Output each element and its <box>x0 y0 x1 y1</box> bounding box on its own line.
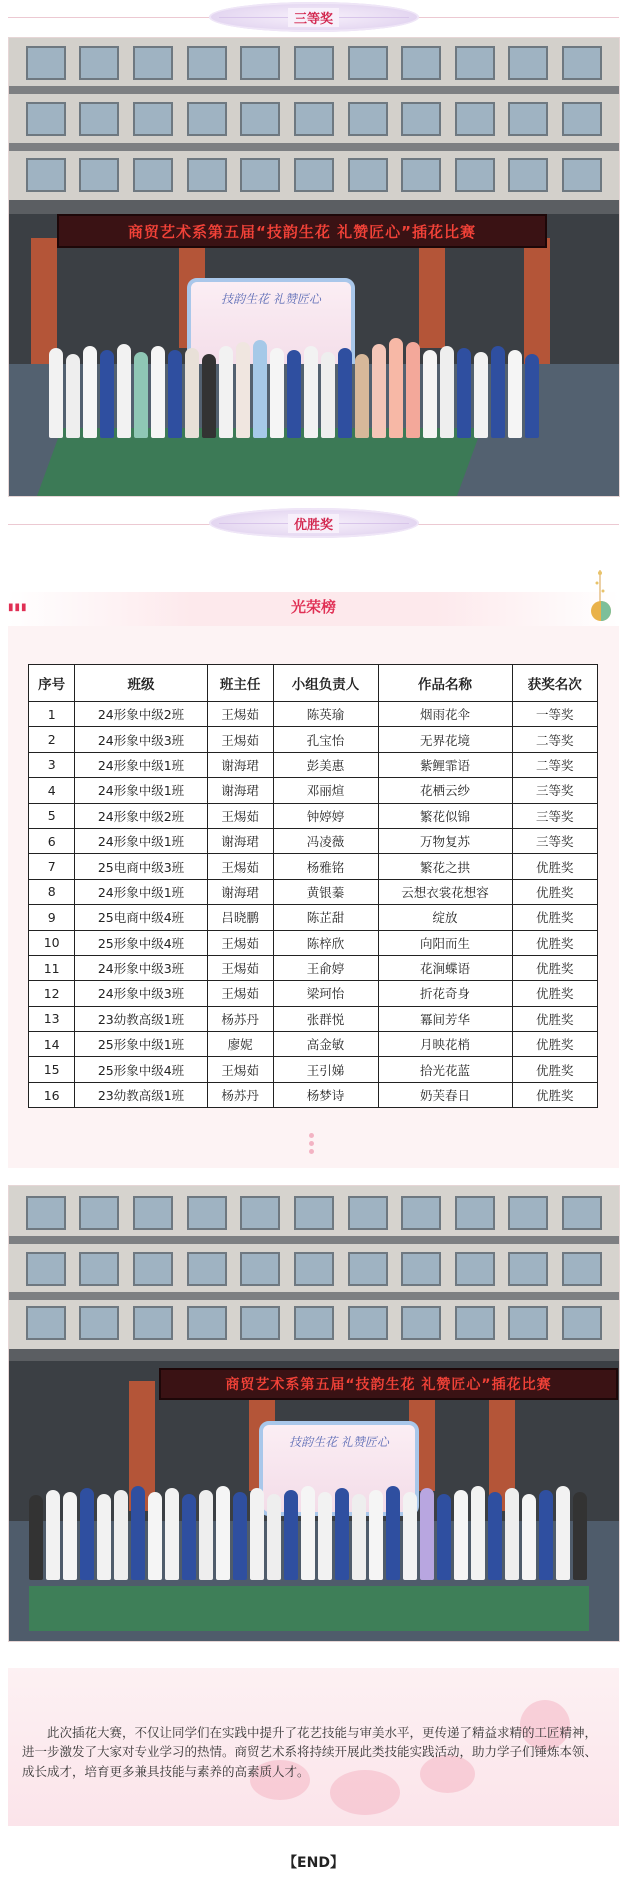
table-cell: 优胜奖 <box>512 854 597 879</box>
table-cell: 陈芷甜 <box>273 905 378 930</box>
table-cell: 16 <box>29 1082 75 1107</box>
table-cell: 烟雨花伞 <box>378 702 512 727</box>
table-cell: 6 <box>29 828 75 853</box>
table-cell: 王焬茹 <box>207 854 273 879</box>
table-header-row <box>29 665 598 702</box>
table-cell: 冯凌薇 <box>273 828 378 853</box>
table-cell: 25电商中级4班 <box>75 905 207 930</box>
participants-group <box>29 1486 587 1580</box>
table-row <box>29 879 598 904</box>
table-row <box>29 955 598 980</box>
table-row <box>29 1032 598 1057</box>
column-header: 序号 <box>29 665 75 702</box>
table-cell: 13 <box>29 1006 75 1031</box>
table-cell: 3 <box>29 752 75 777</box>
table-cell: 陈梓欣 <box>273 930 378 955</box>
column-header: 获奖名次 <box>512 665 597 702</box>
table-cell: 25电商中级3班 <box>75 854 207 879</box>
table-row <box>29 702 598 727</box>
table-cell: 10 <box>29 930 75 955</box>
table-cell: 5 <box>29 803 75 828</box>
section-banner-third-prize <box>209 2 419 32</box>
table-cell: 优胜奖 <box>512 879 597 904</box>
table-cell: 优胜奖 <box>512 1006 597 1031</box>
table-row <box>29 727 598 752</box>
table-row <box>29 1057 598 1082</box>
section-title-third-prize: 三等奖 <box>288 8 339 27</box>
table-row <box>29 930 598 955</box>
group-photo-third-prize <box>8 37 620 497</box>
table-cell: 25形象中级4班 <box>75 930 207 955</box>
table-cell: 拾光花蓝 <box>378 1057 512 1082</box>
section-banner-excellence <box>209 508 419 538</box>
flower-decoration-icon <box>585 565 615 625</box>
table-cell: 24形象中级1班 <box>75 879 207 904</box>
table-cell: 紫鲤霏语 <box>378 752 512 777</box>
table-cell: 三等奖 <box>512 803 597 828</box>
table-cell: 12 <box>29 981 75 1006</box>
table-cell: 9 <box>29 905 75 930</box>
table-cell: 7 <box>29 854 75 879</box>
table-cell: 王引娣 <box>273 1057 378 1082</box>
table-cell: 廖妮 <box>207 1032 273 1057</box>
table-cell: 花栖云纱 <box>378 778 512 803</box>
table-cell: 杨苏丹 <box>207 1006 273 1031</box>
table-cell: 15 <box>29 1057 75 1082</box>
table-cell: 张群悦 <box>273 1006 378 1031</box>
section-title-excellence: 优胜奖 <box>288 514 339 533</box>
table-cell: 11 <box>29 955 75 980</box>
event-sign: 商贸艺术系第五届“技韵生花 礼赞匠心”插花比赛 <box>57 214 547 248</box>
honor-table <box>28 664 598 1108</box>
table-cell: 优胜奖 <box>512 1057 597 1082</box>
table-cell: 24形象中级1班 <box>75 778 207 803</box>
table-cell: 24形象中级1班 <box>75 752 207 777</box>
table-cell: 优胜奖 <box>512 905 597 930</box>
table-cell: 繁花之拱 <box>378 854 512 879</box>
table-cell: 4 <box>29 778 75 803</box>
participants-group <box>49 338 539 438</box>
event-backdrop: 技韵生花 礼赞匠心 <box>187 278 355 378</box>
column-header: 作品名称 <box>378 665 512 702</box>
table-cell: 梁珂怡 <box>273 981 378 1006</box>
table-cell: 邓丽煊 <box>273 778 378 803</box>
table-cell: 杨雅铭 <box>273 854 378 879</box>
closing-paragraph: 此次插花大赛，不仅让同学们在实践中提升了花艺技能与审美水平，更传递了精益求精的工匠精神，进一步激发了大家对专业学习的热情。商贸艺术系将持续开展此类技能实践活动，助力学子们锤炼本领、成长成才，培育更多兼具技能与素养的高素质人才。 <box>22 1724 598 1779</box>
table-cell: 优胜奖 <box>512 1082 597 1107</box>
table-cell: 谢海珺 <box>207 752 273 777</box>
table-cell: 二等奖 <box>512 727 597 752</box>
table-cell: 高金敏 <box>273 1032 378 1057</box>
event-sign: 商贸艺术系第五届“技韵生花 礼赞匠心”插花比赛 <box>159 1368 618 1400</box>
table-row <box>29 1006 598 1031</box>
table-cell: 向阳而生 <box>378 930 512 955</box>
header-marks-icon: ▮▮▮ <box>8 602 28 613</box>
honor-board-title: 光荣榜 <box>290 598 336 616</box>
table-cell: 王焬茹 <box>207 981 273 1006</box>
table-cell: 24形象中级2班 <box>75 702 207 727</box>
table-cell: 花涧蝶语 <box>378 955 512 980</box>
table-cell: 24形象中级3班 <box>75 727 207 752</box>
table-cell: 谢海珺 <box>207 879 273 904</box>
column-header: 班主任 <box>207 665 273 702</box>
table-cell: 杨苏丹 <box>207 1082 273 1107</box>
table-cell: 彭美惠 <box>273 752 378 777</box>
table-cell: 折花奇身 <box>378 981 512 1006</box>
group-photo-excellence <box>8 1185 620 1642</box>
table-cell: 25形象中级4班 <box>75 1057 207 1082</box>
table-cell: 王焬茹 <box>207 803 273 828</box>
table-cell: 8 <box>29 879 75 904</box>
table-cell: 二等奖 <box>512 752 597 777</box>
table-cell: 24形象中级3班 <box>75 955 207 980</box>
table-cell: 王焬茹 <box>207 930 273 955</box>
table-cell: 谢海珺 <box>207 778 273 803</box>
table-cell: 24形象中级2班 <box>75 803 207 828</box>
table-cell: 孔宝怡 <box>273 727 378 752</box>
table-cell: 三等奖 <box>512 828 597 853</box>
table-cell: 钟婷婷 <box>273 803 378 828</box>
table-cell: 无界花境 <box>378 727 512 752</box>
table-cell: 优胜奖 <box>512 981 597 1006</box>
table-cell: 王俞婷 <box>273 955 378 980</box>
table-cell: 23幼教高级1班 <box>75 1082 207 1107</box>
table-cell: 王焬茹 <box>207 727 273 752</box>
table-cell: 优胜奖 <box>512 955 597 980</box>
table-cell: 黄银蓁 <box>273 879 378 904</box>
column-header: 小组负责人 <box>273 665 378 702</box>
table-cell: 23幼教高级1班 <box>75 1006 207 1031</box>
table-cell: 云想衣裳花想容 <box>378 879 512 904</box>
table-cell: 25形象中级1班 <box>75 1032 207 1057</box>
table-cell: 奶芙春日 <box>378 1082 512 1107</box>
table-row <box>29 752 598 777</box>
table-cell: 王焬茹 <box>207 955 273 980</box>
table-cell: 2 <box>29 727 75 752</box>
table-cell: 24形象中级1班 <box>75 828 207 853</box>
table-row <box>29 1082 598 1107</box>
table-cell: 1 <box>29 702 75 727</box>
table-row <box>29 905 598 930</box>
table-row <box>29 828 598 853</box>
table-cell: 优胜奖 <box>512 930 597 955</box>
table-cell: 绽放 <box>378 905 512 930</box>
table-cell: 杨梦诗 <box>273 1082 378 1107</box>
table-cell: 14 <box>29 1032 75 1057</box>
table-cell: 陈英瑜 <box>273 702 378 727</box>
table-cell: 万物复苏 <box>378 828 512 853</box>
table-cell: 王焬茹 <box>207 702 273 727</box>
table-cell: 吕晓鹏 <box>207 905 273 930</box>
dots-decoration-icon <box>309 1133 314 1154</box>
table-cell: 王焬茹 <box>207 1057 273 1082</box>
table-cell: 24形象中级3班 <box>75 981 207 1006</box>
end-mark: 【END】 <box>283 1855 344 1871</box>
table-row <box>29 778 598 803</box>
table-cell: 一等奖 <box>512 702 597 727</box>
table-row <box>29 854 598 879</box>
table-cell: 谢海珺 <box>207 828 273 853</box>
table-cell: 三等奖 <box>512 778 597 803</box>
table-cell: 月映花梢 <box>378 1032 512 1057</box>
event-backdrop: 技韵生花 礼赞匠心 <box>259 1421 419 1516</box>
table-cell: 冪间芳华 <box>378 1006 512 1031</box>
table-row <box>29 981 598 1006</box>
table-row <box>29 803 598 828</box>
table-cell: 繁花似锦 <box>378 803 512 828</box>
column-header: 班级 <box>75 665 207 702</box>
table-cell: 优胜奖 <box>512 1032 597 1057</box>
